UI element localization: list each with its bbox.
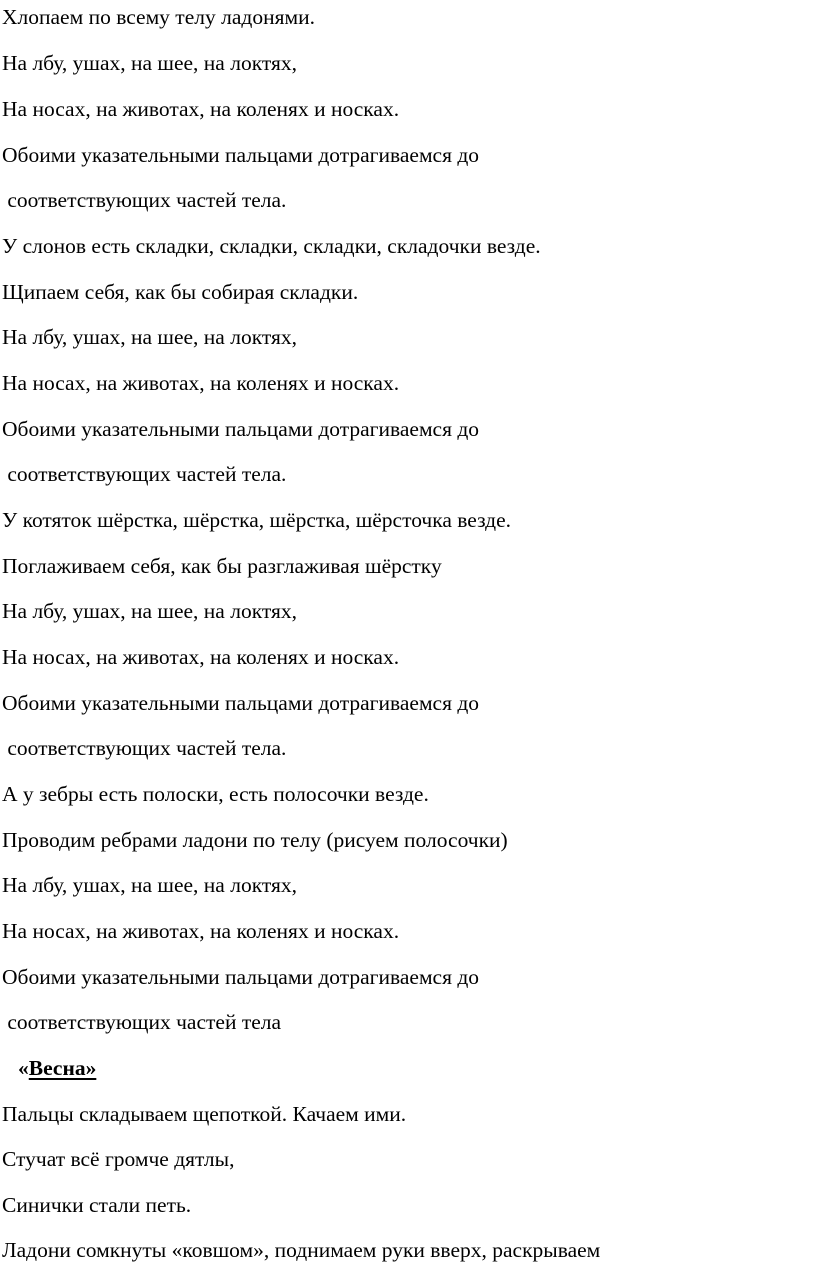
text-line: Обоими указательными пальцами дотрагиваемся до: [2, 965, 480, 989]
text-line: соответствующих частей тела.: [2, 188, 287, 212]
text-line: У котяток шёрстка, шёрстка, шёрстка, шёрсточка везде.: [2, 508, 512, 532]
heading-title: Весна»: [28, 1056, 97, 1080]
text-line: Ладони сомкнуты «ковшом», поднимаем руки вверх, раскрываем: [2, 1238, 601, 1262]
text-line: А у зебры есть полоски, есть полосочки везде.: [2, 782, 429, 806]
text-line: На носах, на животах, на коленях и носках.: [2, 645, 400, 669]
text-line: соответствующих частей тела.: [2, 736, 287, 760]
text-line: Стучат всё громче дятлы,: [2, 1147, 235, 1171]
text-line: На носах, на животах, на коленях и носках.: [2, 919, 400, 943]
text-line: На носах, на животах, на коленях и носках.: [2, 97, 400, 121]
heading-open-quote: «: [18, 1056, 29, 1080]
text-line: Пальцы складываем щепоткой. Качаем ими.: [2, 1102, 407, 1126]
text-line: На носах, на животах, на коленях и носках.: [2, 371, 400, 395]
text-line: На лбу, ушах, на шее, на локтях,: [2, 599, 297, 623]
text-line: Обоими указательными пальцами дотрагиваемся до: [2, 417, 480, 441]
text-line: Синички стали петь.: [2, 1193, 192, 1217]
text-line: Обоими указательными пальцами дотрагиваемся до: [2, 691, 480, 715]
text-line: Щипаем себя, как бы собирая складки.: [2, 280, 359, 304]
text-line: Поглаживаем себя, как бы разглаживая шёрстку: [2, 554, 442, 578]
text-line: Проводим ребрами ладони по телу (рисуем полосочки): [2, 828, 508, 852]
text-line: соответствующих частей тела.: [2, 462, 287, 486]
text-line: У слонов есть складки, складки, складки, складочки везде.: [2, 234, 541, 258]
text-line: Хлопаем по всему телу ладонями.: [2, 5, 315, 29]
text-line: На лбу, ушах, на шее, на локтях,: [2, 325, 297, 349]
text-line: Обоими указательными пальцами дотрагиваемся до: [2, 143, 480, 167]
text-line: На лбу, ушах, на шее, на локтях,: [2, 873, 297, 897]
text-line: соответствующих частей тела: [2, 1010, 282, 1034]
text-line: На лбу, ушах, на шее, на локтях,: [2, 51, 297, 75]
section-heading: [18, 1054, 96, 1082]
